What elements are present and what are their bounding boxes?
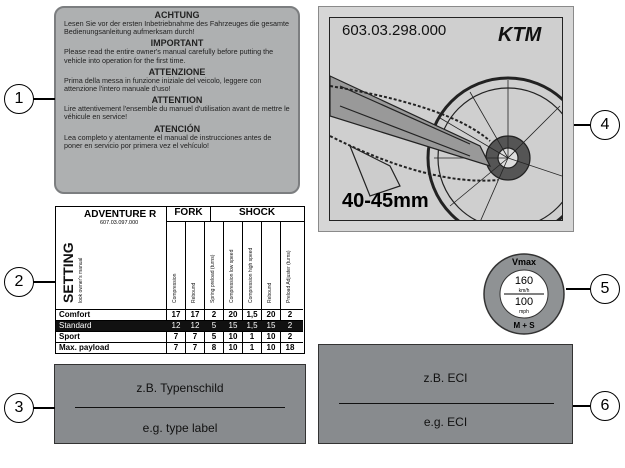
table-cell: 10 <box>266 332 276 341</box>
row-label: Comfort <box>59 310 91 319</box>
warning-heading: ATTENTION <box>151 95 203 106</box>
warning-heading: ACHTUNG <box>154 10 200 20</box>
pressure-value: 40-45mm <box>342 190 429 212</box>
vmax-mph: 100 <box>514 296 534 308</box>
table-cell: 20 <box>228 310 238 319</box>
table-cell: 18 <box>285 343 295 352</box>
callout-5: 5 <box>590 274 620 304</box>
table-cell: 5 <box>211 332 217 341</box>
vmax-label <box>482 252 566 336</box>
table-cell: 10 <box>228 332 238 341</box>
type-label-line1: z.B. Typenschild <box>136 381 224 395</box>
table-part-number: 607.03.097.000 <box>100 220 139 226</box>
warning-heading: ATTENZIONE <box>148 66 206 77</box>
column-header: Compression <box>172 273 178 303</box>
callout-4: 4 <box>590 110 620 140</box>
row-label: Standard <box>59 321 92 330</box>
part-number: 603.03.298.000 <box>342 22 447 39</box>
vmax-kmh-unit: km/h <box>518 288 530 294</box>
table-cell: 7 <box>173 332 179 341</box>
suspension-setting-table <box>55 206 305 354</box>
callout-2: 2 <box>4 267 34 297</box>
table-cell: 7 <box>173 343 179 352</box>
table-cell: 2 <box>287 310 293 319</box>
warning-text: Prima della messa in funzione iniziale del veicolo, leggere con attenzione l'intero manuale d'uso! <box>64 75 262 94</box>
column-header: Rebound <box>267 282 273 303</box>
column-header: Compression high speed <box>248 247 254 303</box>
warning-text: Please read the entire owner's manual carefully before putting the vehicle into operation for the first time. <box>64 47 274 65</box>
warning-heading: ATENCIÓN <box>153 123 201 134</box>
eci-label-line2: e.g. ECI <box>423 415 468 429</box>
row-label: Sport <box>59 332 80 341</box>
vmax-mph-unit: mph <box>519 309 529 315</box>
table-cell: 1 <box>249 343 255 352</box>
eci-label-box <box>318 344 573 444</box>
column-header: Compression low speed <box>229 249 235 303</box>
setting-label: SETTING <box>60 242 76 303</box>
table-cell: 10 <box>266 343 276 352</box>
warning-heading: IMPORTANT <box>150 38 204 49</box>
warning-label-sections <box>56 10 298 150</box>
table-cell: 15 <box>228 321 238 330</box>
table-cell: 2 <box>287 321 293 330</box>
table-cell: 10 <box>228 343 238 352</box>
shock-header: SHOCK <box>238 207 276 218</box>
ktm-logo: KTM <box>498 24 542 46</box>
table-cell: 1 <box>249 332 255 341</box>
table-cell: 12 <box>171 321 181 330</box>
chain-adjustment-label <box>318 6 574 232</box>
table-cell: 1,5 <box>246 310 258 319</box>
table-cell: 5 <box>211 321 217 330</box>
table-cell: 20 <box>266 310 276 319</box>
warning-text: Lire attentivement l'ensemble du manuel d'utilisation avant de mettre le véhicule en service! <box>64 104 290 122</box>
setting-sublabel: look owner's manual <box>78 257 84 303</box>
callout-1: 1 <box>4 84 34 114</box>
callout-3: 3 <box>4 393 34 423</box>
type-label-box <box>54 364 306 444</box>
eci-label-line1: z.B. ECI <box>423 371 468 385</box>
table-cell: 17 <box>190 310 200 319</box>
warning-label <box>54 6 300 194</box>
callout-6: 6 <box>590 391 620 421</box>
warning-text: Lesen Sie vor der ersten Inbetriebnahme des Fahrzeuges die gesamte Bedienungsanleitung aufmerksam durch! <box>64 19 289 37</box>
table-title: ADVENTURE R <box>84 209 157 220</box>
table-cell: 15 <box>266 321 276 330</box>
table-cell: 12 <box>190 321 200 330</box>
warning-text: Lea completo y atentamente el manual de instrucciones antes de poner en servicio por primera vez el vehículo! <box>64 132 272 150</box>
vmax-title: Vmax <box>511 257 537 267</box>
table-cell: 1,5 <box>246 321 258 330</box>
table-cell: 7 <box>192 343 198 352</box>
chain-adjustment-label-inner <box>329 17 563 221</box>
table-cell: 7 <box>192 332 198 341</box>
table-cell: 2 <box>211 310 217 319</box>
row-label: Max. payload <box>59 343 110 352</box>
vmax-suffix: M + S <box>513 321 535 330</box>
table-cell: 2 <box>287 332 293 341</box>
vmax-kmh: 160 <box>514 275 534 287</box>
table-cell: 17 <box>171 310 181 319</box>
table-cell: 8 <box>211 343 217 352</box>
type-label-line2: e.g. type label <box>142 421 218 435</box>
fork-header: FORK <box>166 207 211 221</box>
column-header: Preload Adjuster (turns) <box>286 250 292 303</box>
column-header: Rebound <box>191 282 197 303</box>
column-header: Spring preload (turns) <box>210 254 216 303</box>
